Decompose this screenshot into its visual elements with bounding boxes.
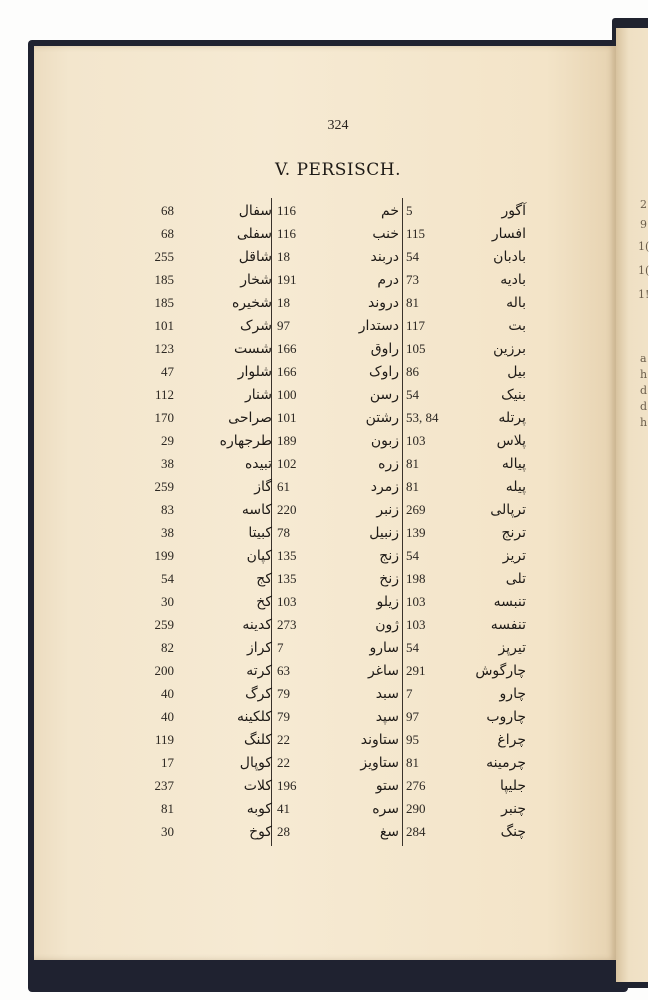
table-row: [0, 293, 648, 316]
persian-word-3: افسار: [491, 226, 526, 242]
margin-glyph: h: [640, 416, 648, 429]
persian-word-3: باله: [506, 295, 526, 311]
page-ref-2: 28: [277, 824, 290, 839]
persian-word-1: کاسه: [241, 502, 272, 518]
table-row: [0, 270, 648, 293]
page-ref-2: 101: [277, 410, 297, 425]
page-ref-3: 290: [406, 801, 426, 816]
persian-word-2: سبد: [375, 686, 399, 702]
persian-word-1: کلات: [243, 778, 272, 794]
persian-word-1: شخار: [240, 272, 272, 288]
table-row: [0, 707, 648, 730]
table-row: [0, 684, 648, 707]
persian-word-2: ستاویز: [360, 755, 399, 771]
page-ref-1: 101: [154, 318, 174, 333]
page-ref-3: 198: [406, 571, 426, 586]
table-row: [0, 408, 648, 431]
page-ref-1: 47: [161, 364, 174, 379]
persian-word-2: ساغر: [367, 663, 399, 679]
page-ref-2: 220: [277, 502, 297, 517]
page-ref-3: 5: [406, 203, 413, 218]
persian-word-3: چرمینه: [486, 755, 526, 771]
page-ref-3: 269: [406, 502, 426, 517]
persian-word-1: شنار: [245, 387, 272, 403]
persian-word-2: دستدار: [358, 318, 399, 334]
page-ref-3: 103: [406, 617, 426, 632]
persian-word-1: کلکینه: [237, 709, 272, 725]
persian-word-1: کج: [256, 571, 272, 587]
table-row: [0, 730, 648, 753]
table-row: [0, 477, 648, 500]
margin-glyph: 1(: [638, 264, 649, 277]
page-ref-2: 61: [277, 479, 290, 494]
persian-word-1: گاز: [254, 479, 272, 495]
persian-word-3: بیل: [507, 364, 526, 380]
persian-word-2: زبون: [370, 433, 399, 449]
page-ref-3: 105: [406, 341, 426, 356]
table-row: [0, 362, 648, 385]
persian-word-2: خم: [381, 203, 399, 219]
persian-word-3: پیله: [505, 479, 526, 495]
persian-word-3: بنیک: [501, 387, 526, 403]
page-ref-3: 276: [406, 778, 426, 793]
persian-word-1: شست: [234, 341, 272, 357]
persian-word-1: شلوار: [237, 364, 272, 380]
page-ref-2: 97: [277, 318, 290, 333]
page-ref-2: 116: [277, 226, 297, 241]
page-ref-1: 259: [154, 617, 174, 632]
page-ref-1: 199: [154, 548, 174, 563]
page-ref-2: 79: [277, 686, 290, 701]
page-ref-1: 123: [154, 341, 174, 356]
table-row: [0, 247, 648, 270]
page-ref-2: 79: [277, 709, 290, 724]
margin-glyph: h: [640, 368, 648, 381]
persian-word-1: کلنگ: [243, 732, 272, 748]
persian-word-3: پرتله: [498, 410, 526, 426]
page-ref-2: 22: [277, 732, 290, 747]
persian-word-2: دربند: [370, 249, 399, 265]
page-ref-3: 115: [406, 226, 426, 241]
page-ref-1: 185: [154, 272, 174, 287]
table-row: [0, 523, 648, 546]
page-ref-3: 81: [406, 479, 419, 494]
margin-glyph: d: [640, 400, 648, 413]
persian-word-2: سغ: [379, 824, 399, 840]
page-ref-1: 170: [154, 410, 174, 425]
page-ref-2: 18: [277, 295, 290, 310]
page-ref-1: 185: [154, 295, 174, 310]
persian-word-3: چنبر: [501, 801, 526, 817]
persian-word-1: طرجهاره: [219, 433, 272, 449]
margin-glyph: 9: [640, 218, 647, 231]
page-ref-2: 273: [277, 617, 297, 632]
persian-word-1: کدینه: [242, 617, 272, 633]
page-ref-3: 86: [406, 364, 419, 379]
page-ref-2: 191: [277, 272, 297, 287]
persian-word-3: بادیه: [500, 272, 526, 288]
persian-word-2: راوق: [370, 341, 399, 357]
persian-word-3: آگور: [501, 203, 526, 219]
persian-word-2: زیلو: [376, 594, 399, 610]
persian-word-3: پیاله: [501, 456, 526, 472]
persian-word-2: زمرد: [370, 479, 399, 495]
page-ref-3: 291: [406, 663, 426, 678]
table-row: [0, 661, 648, 684]
page-ref-3: 81: [406, 456, 419, 471]
table-row: [0, 615, 648, 638]
page-ref-1: 68: [161, 203, 174, 218]
table-row: [0, 822, 648, 845]
margin-glyph: 2: [640, 198, 647, 211]
persian-word-1: تبیده: [244, 456, 272, 472]
page-ref-1: 259: [154, 479, 174, 494]
page-ref-1: 29: [161, 433, 174, 448]
persian-word-1: شخیره: [231, 295, 272, 311]
page-ref-2: 116: [277, 203, 297, 218]
page-ref-1: 30: [161, 594, 174, 609]
table-row: [0, 431, 648, 454]
page-ref-1: 237: [154, 778, 174, 793]
persian-word-1: شاقل: [238, 249, 272, 265]
table-row: [0, 316, 648, 339]
persian-word-3: بت: [508, 318, 526, 334]
persian-word-2: زنبر: [376, 502, 399, 518]
page-ref-3: 103: [406, 594, 426, 609]
persian-word-1: کوبه: [246, 801, 272, 817]
page-ref-2: 7: [277, 640, 284, 655]
page-ref-3: 81: [406, 755, 419, 770]
table-row: [0, 569, 648, 592]
page-ref-2: 18: [277, 249, 290, 264]
page-ref-1: 54: [161, 571, 174, 586]
page-ref-3: 95: [406, 732, 419, 747]
persian-word-3: ترنج: [501, 525, 526, 541]
persian-word-1: صراحی: [228, 410, 272, 426]
table-row: [0, 339, 648, 362]
persian-word-2: خنب: [372, 226, 399, 242]
page-ref-3: 103: [406, 433, 426, 448]
page-ref-3: 54: [406, 548, 419, 563]
persian-word-3: چارو: [499, 686, 526, 702]
persian-word-1: کرگ: [245, 686, 272, 702]
margin-glyph: a: [640, 352, 647, 365]
page-ref-1: 30: [161, 824, 174, 839]
page-ref-1: 68: [161, 226, 174, 241]
page-ref-1: 81: [161, 801, 174, 816]
page-ref-2: 189: [277, 433, 297, 448]
persian-word-2: زنخ: [379, 571, 399, 587]
persian-word-2: زنبیل: [369, 525, 399, 541]
page-ref-1: 119: [154, 732, 174, 747]
table-row: [0, 592, 648, 615]
page-ref-2: 103: [277, 594, 297, 609]
page-ref-2: 78: [277, 525, 290, 540]
page-ref-2: 100: [277, 387, 297, 402]
table-row: [0, 546, 648, 569]
persian-word-2: زنج: [379, 548, 399, 564]
persian-word-2: راوک: [369, 364, 399, 380]
persian-word-3: برزین: [493, 341, 526, 357]
persian-word-1: کبیتا: [248, 525, 272, 541]
persian-word-3: بادبان: [493, 249, 526, 265]
page-ref-1: 255: [154, 249, 174, 264]
table-row: [0, 638, 648, 661]
page-ref-2: 22: [277, 755, 290, 770]
page-ref-1: 112: [154, 387, 174, 402]
persian-word-2: رشتن: [365, 410, 399, 426]
table-row: [0, 776, 648, 799]
page-ref-2: 102: [277, 456, 297, 471]
page-ref-3: 117: [406, 318, 426, 333]
page-ref-1: 40: [161, 709, 174, 724]
page-ref-2: 41: [277, 801, 290, 816]
persian-word-2: ستاوند: [360, 732, 399, 748]
persian-word-2: ژون: [375, 617, 399, 633]
page-ref-3: 284: [406, 824, 426, 839]
page-ref-3: 7: [406, 686, 413, 701]
persian-word-1: سفال: [238, 203, 272, 219]
persian-word-3: جلیپا: [499, 778, 526, 794]
persian-word-2: زره: [378, 456, 399, 472]
persian-word-2: سپد: [375, 709, 399, 725]
page-ref-1: 38: [161, 525, 174, 540]
persian-word-3: تلی: [505, 571, 526, 587]
page-ref-3: 139: [406, 525, 426, 540]
persian-word-1: کراز: [246, 640, 272, 656]
persian-word-3: تیرپز: [498, 640, 526, 656]
page-ref-3: 73: [406, 272, 419, 287]
page-ref-2: 196: [277, 778, 297, 793]
persian-word-1: شرک: [240, 318, 272, 334]
page-ref-3: 97: [406, 709, 419, 724]
page-ref-2: 166: [277, 341, 297, 356]
persian-word-1: کخ: [256, 594, 272, 610]
page-number: 324: [327, 118, 349, 133]
persian-word-2: سارو: [369, 640, 399, 656]
margin-glyph: d: [640, 384, 648, 397]
persian-word-2: ستو: [375, 778, 399, 794]
page-ref-3: 54: [406, 640, 419, 655]
persian-word-2: رسن: [369, 387, 399, 403]
page-ref-2: 135: [277, 548, 297, 563]
persian-word-2: سره: [372, 801, 399, 817]
page-ref-1: 40: [161, 686, 174, 701]
persian-word-3: تریز: [502, 548, 526, 564]
page-ref-1: 82: [161, 640, 174, 655]
page-ref-1: 17: [161, 755, 174, 770]
page-ref-1: 200: [154, 663, 174, 678]
page-ref-1: 38: [161, 456, 174, 471]
persian-word-1: کوخ: [249, 824, 272, 840]
page-ref-3: 54: [406, 387, 419, 402]
persian-word-3: چراغ: [497, 732, 526, 748]
page-ref-3: 54: [406, 249, 419, 264]
persian-word-3: چارگوش: [475, 663, 526, 679]
table-row: [0, 454, 648, 477]
persian-word-3: چنگ: [500, 824, 526, 840]
persian-word-2: دروند: [367, 295, 399, 311]
table-row: [0, 500, 648, 523]
persian-word-2: درم: [377, 272, 399, 288]
persian-word-1: سفلی: [236, 226, 272, 242]
page-title: V. PERSISCH.: [274, 160, 401, 180]
table-row: [0, 799, 648, 822]
table-row: [0, 201, 648, 224]
page-ref-2: 63: [277, 663, 290, 678]
table-row: [0, 224, 648, 247]
persian-word-3: تنفسه: [490, 617, 526, 633]
persian-word-3: ترپالی: [490, 502, 526, 518]
persian-word-3: چاروب: [486, 709, 526, 725]
persian-word-3: تنبسه: [493, 594, 526, 610]
table-row: [0, 753, 648, 776]
persian-word-3: پلاس: [496, 433, 526, 449]
persian-word-1: کپان: [246, 548, 272, 564]
margin-glyph: 1(: [638, 240, 649, 253]
persian-word-1: کرته: [246, 663, 272, 679]
page-ref-2: 135: [277, 571, 297, 586]
persian-word-1: کوپال: [239, 755, 272, 771]
page-ref-3: 53, 84: [406, 410, 439, 425]
margin-glyph: 1!: [638, 288, 649, 301]
page-ref-1: 83: [161, 502, 174, 517]
page-ref-3: 81: [406, 295, 419, 310]
page-ref-2: 166: [277, 364, 297, 379]
table-row: [0, 385, 648, 408]
